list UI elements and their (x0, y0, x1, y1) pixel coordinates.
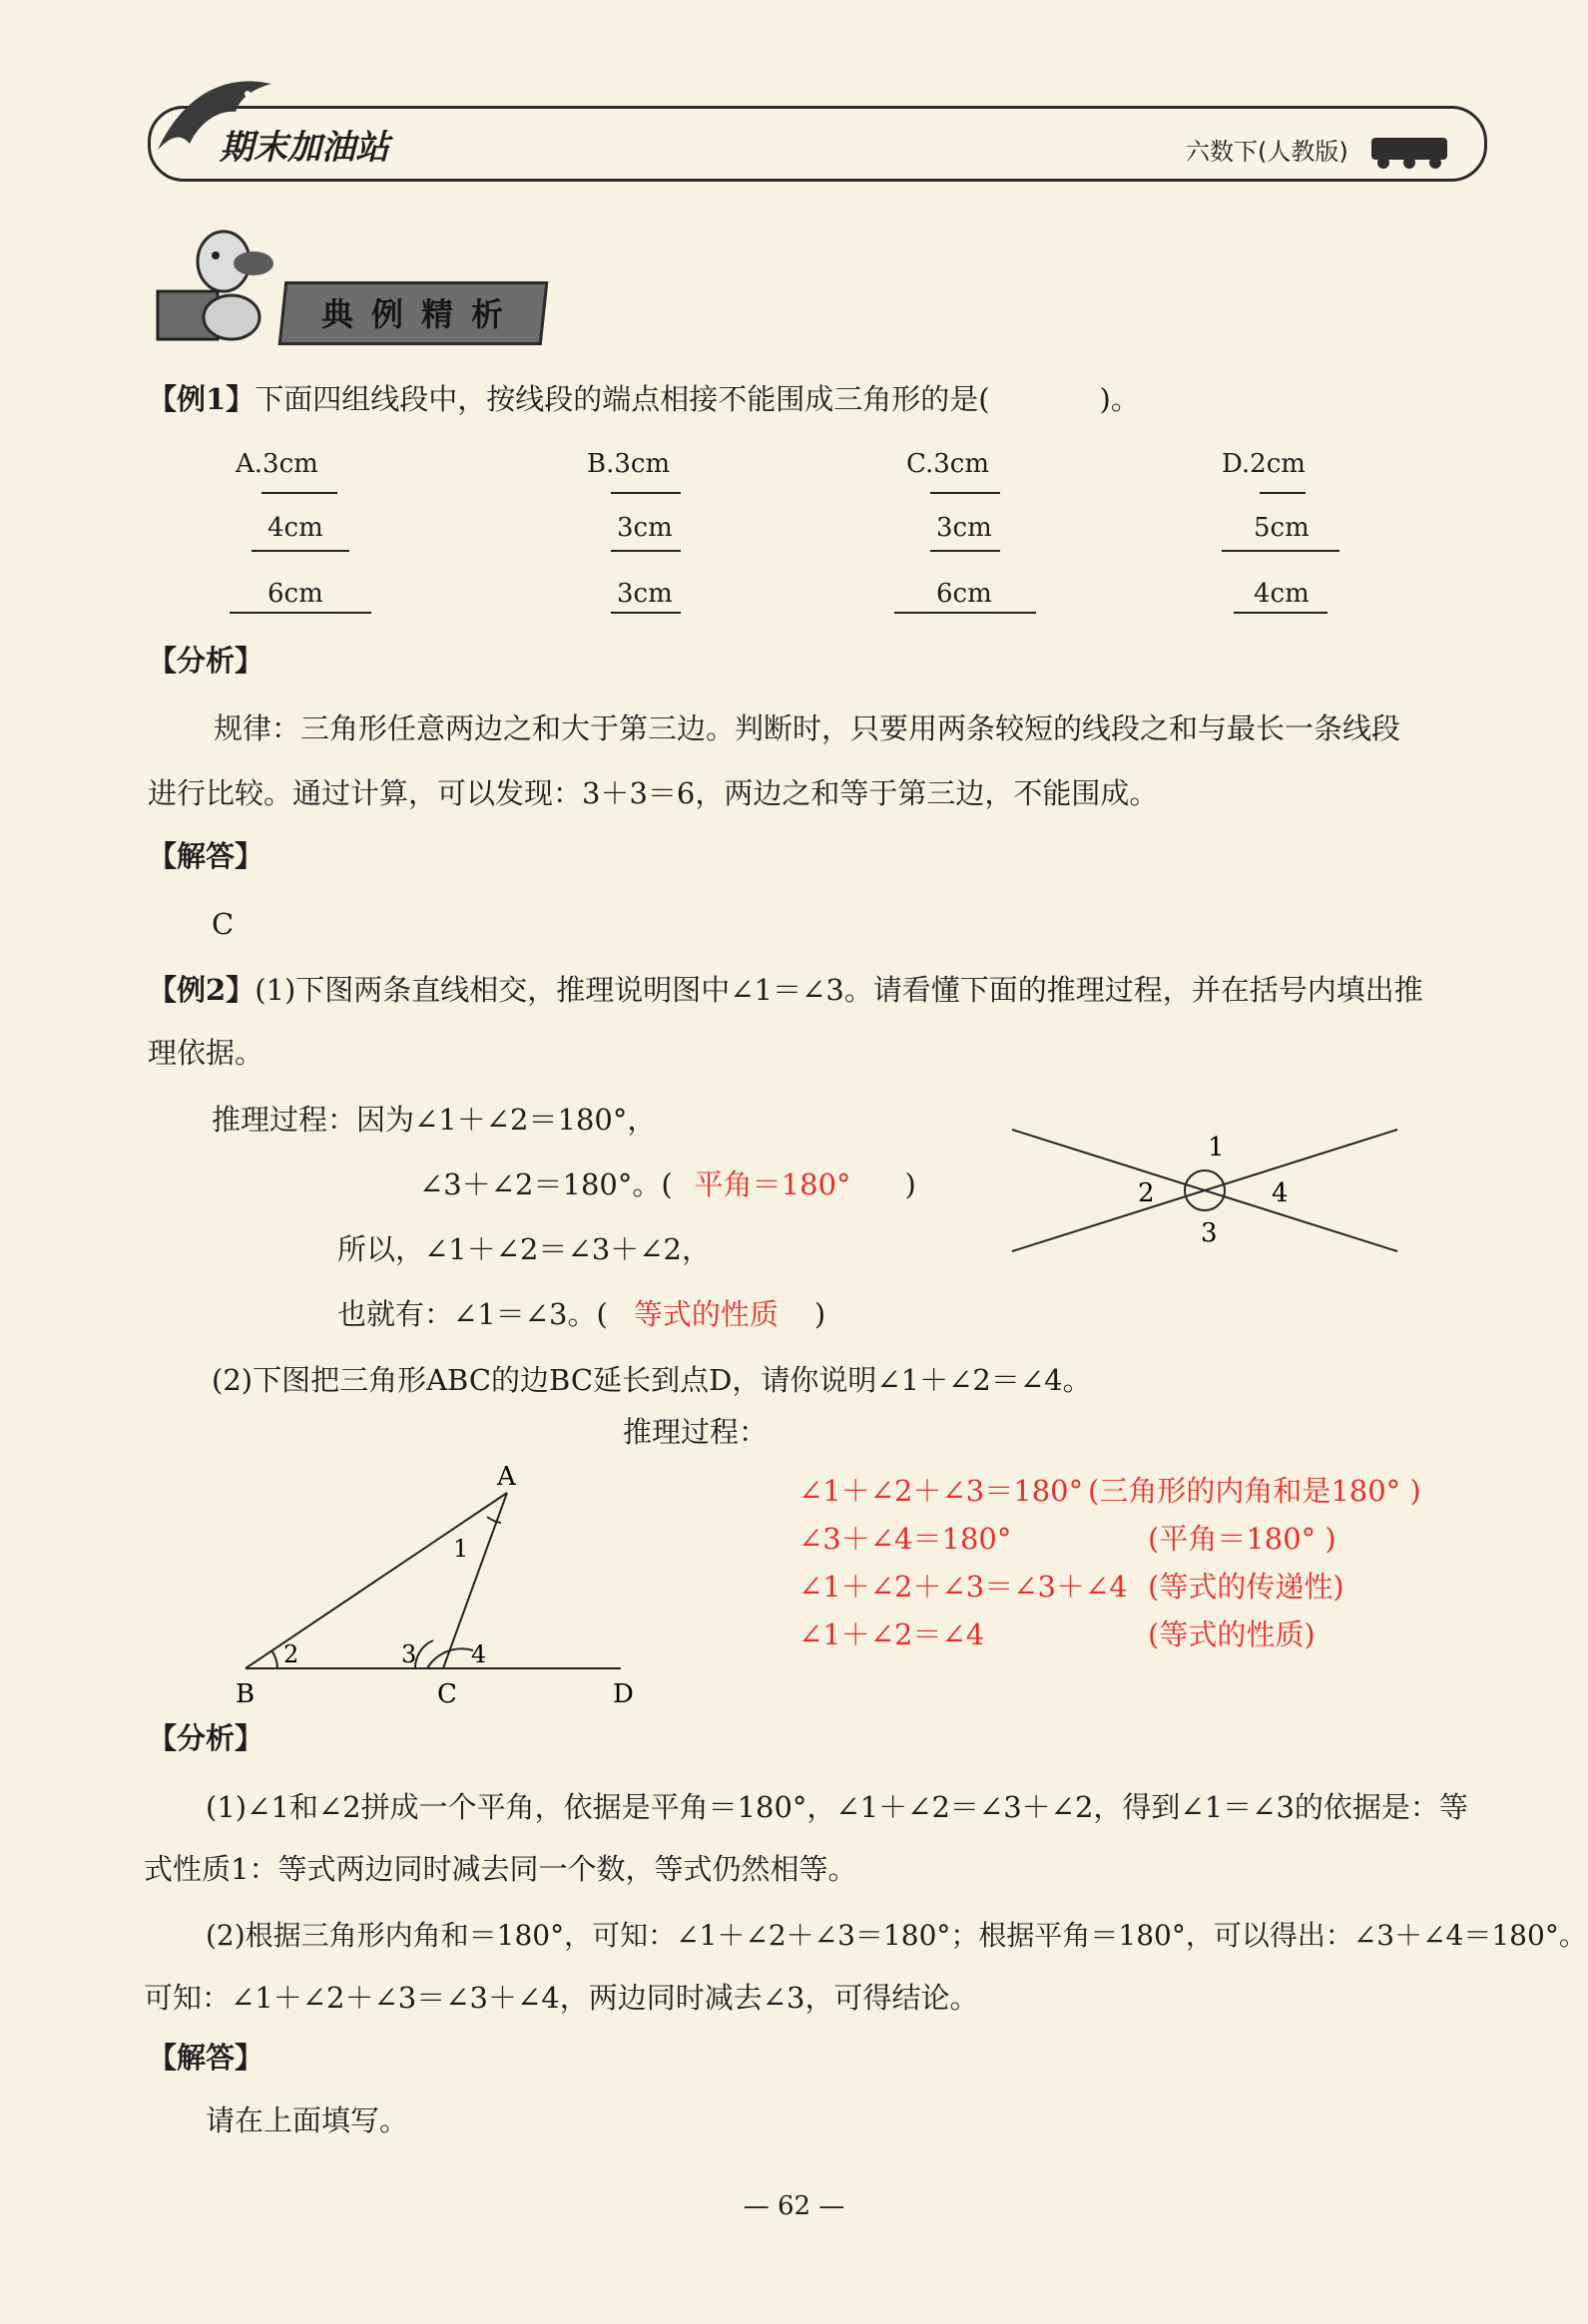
proof1-line3: 所以，∠1＋∠2＝∠3＋∠2， (337, 1232, 711, 1266)
cartoon-dog-reading-icon (146, 222, 285, 349)
proof1-line2 (419, 1164, 916, 1204)
example1-answer-label: 【解答】 (148, 839, 265, 873)
proof2-step1-reason: (三角形的内角和是180° ) (1088, 1474, 1421, 1508)
option-c-title: C.3cm (906, 449, 989, 479)
proof2-step3-expr: ∠1＋∠2＋∠3＝∠3＋∠4 (798, 1570, 1128, 1604)
section-banner-title: 典例精析 (321, 295, 522, 333)
example2-label: 【例2】 (148, 973, 256, 1007)
fig2-angle3-label: 3 (401, 1640, 417, 1668)
option-b-length-3: 3cm (617, 579, 673, 609)
example2-part1-text: (1)下图两条直线相交，推理说明图中∠1＝∠3。请看懂下面的推理过程，并在括号内填出推 (255, 973, 1423, 1007)
option-a-length-3: 6cm (267, 579, 323, 609)
train-icon (1369, 130, 1451, 170)
fig2-angle1-label: 1 (453, 1535, 469, 1563)
option-d-length-3: 4cm (1254, 579, 1310, 609)
option-d-length-2: 5cm (1254, 513, 1310, 543)
option-d-segment-1 (1260, 492, 1306, 494)
example1-question-end: )。 (1099, 382, 1140, 416)
example2-part1-line1 (148, 970, 1423, 1010)
proof2-step2-reason: (平角＝180° ) (1148, 1522, 1336, 1556)
example2-part1-line2: 理依据。 (148, 1036, 265, 1070)
option-b-title: B.3cm (587, 449, 671, 479)
option-c-segment-2 (930, 550, 1000, 552)
fig1-angle3-label: 3 (1201, 1218, 1218, 1248)
proof2-step1-expr: ∠1＋∠2＋∠3＝180° (798, 1474, 1084, 1508)
option-c-length-3: 6cm (936, 579, 992, 609)
vertex-b-label: B (236, 1679, 256, 1709)
header-subtitle: 六数下(人教版) (1186, 138, 1348, 166)
example2-analysis-p1-line1: (1)∠1和∠2拼成一个平角，依据是平角＝180°，∠1＋∠2＝∠3＋∠2，得到∠1＝∠3的依据是：等 (206, 1790, 1468, 1824)
example1-analysis-line1: 规律：三角形任意两边之和大于第三边。判断时，只要用两条较短的线段之和与最长一条线段 (214, 711, 1401, 745)
fig2-angle4-label: 4 (471, 1640, 487, 1668)
proof1-line2-expr: ∠3＋∠2＝180°。( (419, 1167, 673, 1201)
example2-analysis-p1-line2: 式性质1：等式两边同时减去同一个数，等式仍然相等。 (144, 1852, 857, 1886)
fig1-angle4-label: 4 (1272, 1178, 1289, 1208)
option-b-segment-2 (611, 550, 681, 552)
fig2-angle2-label: 2 (283, 1640, 299, 1668)
proof1-line4-end: ) (813, 1297, 826, 1331)
option-a-length-2: 4cm (267, 513, 323, 543)
proof2-step4-expr: ∠1＋∠2＝∠4 (798, 1618, 985, 1651)
option-d-title: D.2cm (1222, 449, 1306, 479)
page-number: — 62 — (743, 2191, 845, 2221)
option-a-title: A.3cm (236, 449, 318, 479)
proof1-line1: 推理过程：因为∠1＋∠2＝180°， (212, 1103, 657, 1137)
example1-question-text: 下面四组线段中，按线段的端点相接不能围成三角形的是( (255, 382, 990, 416)
option-c-length-2: 3cm (936, 513, 992, 543)
proof1-line2-end: ) (904, 1167, 916, 1201)
triangle-abc-figure (236, 1457, 655, 1716)
option-b-segment-1 (611, 492, 681, 494)
proof2-step3-reason: (等式的传递性) (1148, 1570, 1344, 1604)
option-a-segment-2 (252, 550, 349, 552)
example1-label: 【例1】 (148, 382, 256, 416)
option-a-segment-3 (230, 612, 371, 614)
example2-analysis-p2-line2: 可知：∠1＋∠2＋∠3＝∠3＋∠4，两边同时减去∠3，可得结论。 (144, 1981, 979, 2015)
proof1-reason-fill: 平角＝180° (694, 1167, 851, 1201)
example1-answer: C (212, 907, 235, 941)
option-a-segment-1 (262, 492, 337, 494)
example1-analysis-line2: 进行比较。通过计算，可以发现：3＋3＝6，两边之和等于第三边，不能围成。 (148, 776, 1159, 810)
example2-analysis-label: 【分析】 (148, 1721, 265, 1755)
option-c-segment-3 (894, 612, 1036, 614)
proof1-reason2-fill: 等式的性质 (633, 1297, 779, 1331)
fig1-angle2-label: 2 (1138, 1178, 1155, 1208)
intersecting-lines-figure (998, 1118, 1417, 1257)
vertex-a-label: A (497, 1462, 516, 1492)
option-c-segment-1 (930, 492, 1000, 494)
option-b-length-2: 3cm (617, 513, 673, 543)
proof2-step4-reason: (等式的性质) (1148, 1618, 1316, 1651)
vertex-d-label: D (613, 1679, 634, 1709)
proof1-line4-expr: 也就有：∠1＝∠3。( (337, 1297, 608, 1331)
proof1-line4 (337, 1294, 825, 1334)
option-d-segment-2 (1222, 550, 1339, 552)
example2-part2-line: (2)下图把三角形ABC的边BC延长到点D，请你说明∠1＋∠2＝∠4。 (212, 1363, 1092, 1397)
option-b-segment-3 (611, 612, 681, 614)
example1-analysis-label: 【分析】 (148, 644, 265, 678)
proof2-step2-expr: ∠3＋∠4＝180° (798, 1522, 1012, 1556)
option-d-segment-3 (1234, 612, 1327, 614)
fig1-angle1-label: 1 (1208, 1133, 1225, 1162)
vertex-c-label: C (437, 1679, 457, 1709)
example2-analysis-p2-line1: (2)根据三角形内角和＝180°，可知：∠1＋∠2＋∠3＝180°；根据平角＝180°，可以得出：∠3＋∠4＝180°。 (206, 1919, 1587, 1952)
example1-question (148, 379, 1140, 419)
proof2-title: 推理过程： (623, 1415, 769, 1449)
header-title: 期末加油站 (220, 128, 389, 168)
example2-answer: 请在上面填写。 (206, 2103, 409, 2137)
example2-answer-label: 【解答】 (148, 2041, 265, 2075)
